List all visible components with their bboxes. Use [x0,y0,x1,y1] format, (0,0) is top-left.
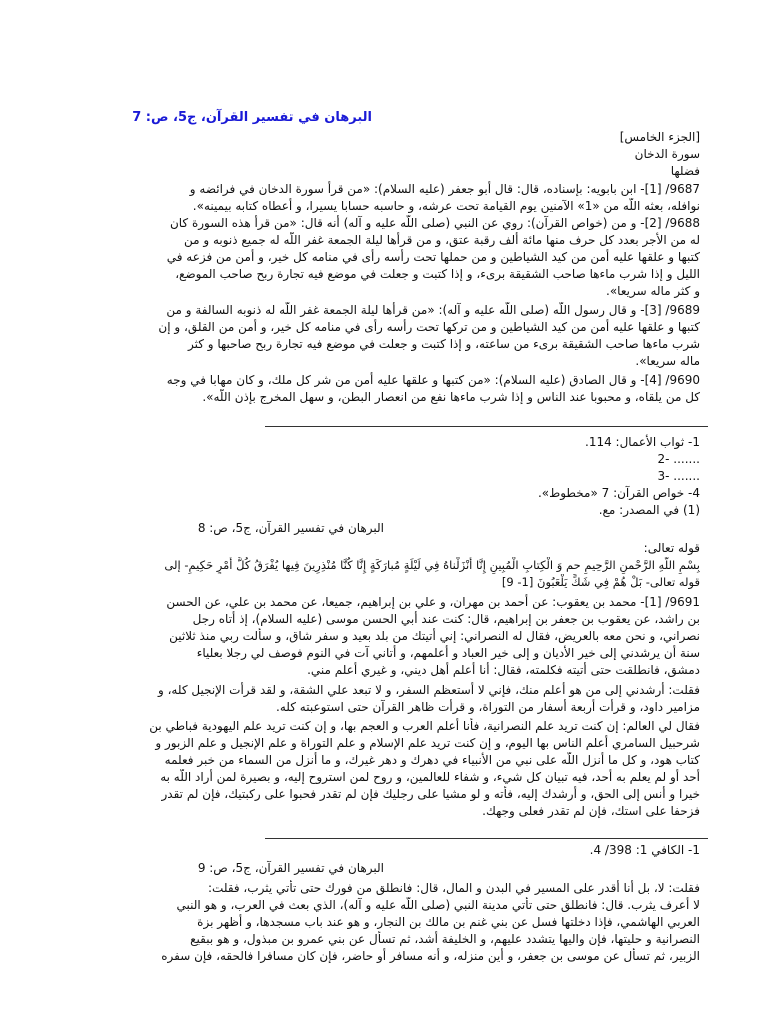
footnote: (1) في المصدر: مع. [598,503,700,517]
paragraph-line: له من الأجر بعدد كل حرف منها مائة ألف رقبة عتق، و من قرأها ليلة الجمعة غفر اللّه له جميع ذنوبه و من [183,233,700,247]
paragraph-line: 9687/ [1]- ابن بابويه: بإسناده، قال: قال أبو جعفر (عليه السلام): «من قرأ سورة الدخان في فرائضه و [189,182,700,196]
paragraph-line: فقال لي العالم: إن كنت تريد علم النصرانية، فأنا أعلم العرب و العجم بها، و إن كنت تريد علم اليهودية فباطي بن [149,719,700,733]
paragraph-line: ماله سريعا». [635,354,700,368]
paragraph-line: خيرا و أنس إلى الحق، و أرشدك إليه، فأته و لو مشيا على رجليك فإن لم تقدر فحبوا على ركبتيك، فإن لم تقدر [161,787,700,801]
paragraph-line: قوله تعالى: [643,541,700,555]
paragraph-line: الزبير، ثم تسأل عن موسى بن جعفر، و أين منزله، و أنه مسافر أو حاضر، فإن كان مسافرا فالحقه، فإن سفره [161,949,700,963]
quran-verse-line: بِسْمِ اللَّهِ الرَّحْمنِ الرَّحِيمِ حم وَ الْكِتابِ الْمُبِينِ إِنَّا أَنْزَلْناهُ فِي لَيْلَةٍ مُبارَكَةٍ إِنَّا كُنَّا مُنْذِرِينَ فِيها يُفْرَقُ كُلُّ أَمْرٍ حَكِيمٍ- إلى [164,558,700,572]
paragraph-line: سنة أن يرشدني إلى خير الأديان و إلى خير العباد و أعلمهم، و أتاني آت في النوم فوصف لي رجلا بعلياء [196,646,700,660]
footnote: 1- ثواب الأعمال: 114. [584,435,700,449]
paragraph-line: فقلت: لا، بل أنا أقدر على المسير في البدن و المال، قال: فانطلق من فورك حتى تأتي يثرب، فقلت: [208,881,700,895]
footnote-divider [265,426,708,427]
paragraph-line: فزحفا على استك، فإن لم تقدر فعلى وجهك. [482,804,700,818]
volume-heading: [الجزء الخامس] [619,130,700,144]
paragraph-line: شرحبيل السامري أعلم الناس بها اليوم، و إن كنت تريد علم الإسلام و علم التوراة و علم الإنجيل و علم الزبور و [155,736,700,750]
paragraph-line: كل من يلقاه، و محبوبا عند الناس و إذا شرب ماءها نفع من انعصار البطن، و سهل المخرج بإذن اللّه». [202,390,700,404]
paragraph-line: العربي الهاشمي، فإذا دخلتها فسل عن بني غنم بن مالك بن النجار، و هو عند باب مسجدها، و أظهر بزة [197,915,700,929]
footnote: 3- ....... [657,469,700,483]
section-heading: فضلها [670,164,700,178]
paragraph-line: دمشق، فانطلقت حتى أتيته فكلمته، فقال: أنا أعلم أهل ديني، و غيري أعلم مني. [307,663,700,677]
quran-verse-line: قوله تعالى- بَلْ هُمْ فِي شَكٍّ يَلْعَبُونَ [1- 9] [501,575,700,589]
paragraph-line: كتبها و علقها عليه أمن من كيد الشياطين و من تركها تحت رأسه رأى في منامه كل خير، و أمن من القلق، و إن [158,320,700,334]
page-title: البرهان في تفسير القرآن، ج5، ص: 8 [197,521,384,535]
paragraph-line: أحد أو لم يعلم به أحد، فيه تبيان كل شيء، و شفاء للعالمين، و روح لمن استروح إليه، و بصيرة لمن أراد اللّه به [160,770,700,784]
paragraph-line: بن راشد، عن يعقوب بن جعفر بن إبراهيم، قال: كنت عند أبي الحسن موسى (عليه السلام)، إذ أتاه رجل [192,612,700,626]
paragraph-line: كتبها و علقها عليه أمن من كيد الشياطين و من حملها تحت رأسه رأى في منامه كل خير، و أمن من فزعه في [166,250,700,264]
paragraph-line: النصرانية و حليتها، فإن واليها يتشدد عليهم، و الخليفة أشد، ثم تسأل عن بني عمرو بن مبذول، و هو ببقيع [190,932,700,946]
paragraph-line: فقلت: أرشدني إلى من هو أعلم منك، فإني لا أستعظم السفر، و لا تبعد علي الشقة، و لقد قرأت الإنجيل كله، و [157,683,700,697]
paragraph-line: 9691/ [1]- محمد بن يعقوب: عن أحمد بن مهران، و علي بن إبراهيم، جميعا، عن محمد بن علي، عن الحسن [166,595,700,609]
paragraph-line: 9690/ [4]- و قال الصادق (عليه السلام): «من كتبها و علقها عليه أمن من شر كل ملك، و كان مهابا في وجه [166,373,700,387]
paragraph-line: الليل و إذا شرب ماءها صاحب الشقيقة برىء، و إذا كتبت و جعلت في موضع فيه تجارة ربح صاحب الموضع، [175,267,700,281]
page-title: البرهان في تفسير القرآن، ج5، ص: 7 [132,110,372,125]
paragraph-line: 9689/ [3]- و قال رسول اللّه (صلى اللّه عليه و آله): «من قرأها ليلة الجمعة غفر اللّه له ذنوبه السالفة و من [166,303,700,317]
paragraph-line: و كثر ماله سريعا». [606,284,700,298]
paragraph-line: نصراني، و نحن معه بالعريض، فقال له النصراني: إني أتيتك من بلد بعيد و سفر شاق، و سألت ربي منذ ثلاثين [169,629,700,643]
paragraph-line: شرب ماءها صاحب الشقيقة برىء من ساعته، و إذا كتبت و جعلت في موضع فيه تجارة ربح صاحبها و كثر [187,337,700,351]
paragraph-line: نوافله، بعثه اللّه من «1» الآمنين يوم القيامة تحت عرشه، و حاسبه حسابا يسيرا، و أعطاه كتابه بيمينه». [192,199,700,213]
footnote: 1- الكافي 1: 398/ 4. [589,843,700,857]
footnote: 4- خواص القرآن: 7 «مخطوط». [537,486,700,500]
surah-heading: سورة الدخان [634,147,700,161]
page-title: البرهان في تفسير القرآن، ج5، ص: 9 [197,861,384,875]
footnote-divider [265,838,708,839]
paragraph-line: مزامير داود، و قرأت أربعة أسفار من التوراة، و قرأت ظاهر القرآن حتى استوعبته كله. [276,700,700,714]
paragraph-line: لا أعرف يثرب. قال: فانطلق حتى تأتي مدينة النبي (صلى اللّه عليه و آله)، الذي بعث في العرب، و هو النبي [176,898,700,912]
footnote: 2- ....... [657,452,700,466]
paragraph-line: كتاب هود، و كل ما أنزل اللّه على نبي من الأنبياء في دهرك و دهر غيرك، و ما أنزل من السماء من خبر فعلمه [164,753,700,767]
paragraph-line: 9688/ [2]- و من (خواص القرآن): روي عن النبي (صلى اللّه عليه و آله) أنه قال: «من قرأ هذه السورة كان [169,216,700,230]
